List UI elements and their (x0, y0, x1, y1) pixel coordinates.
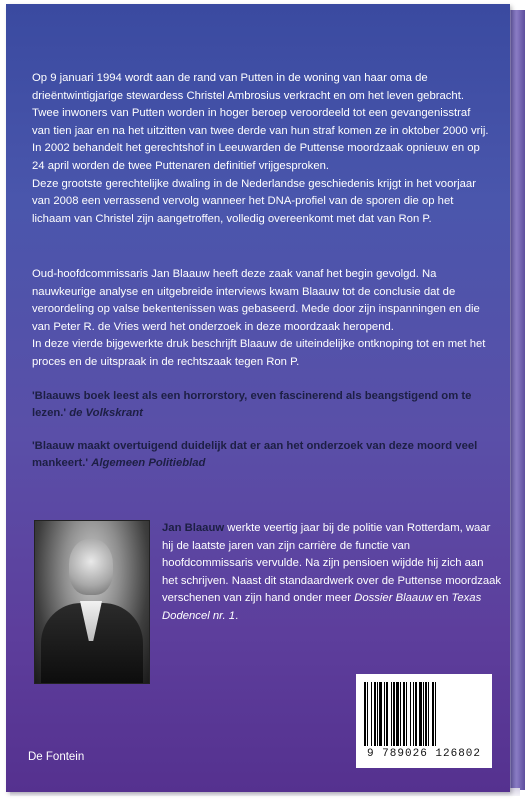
book-title: Texas Dodencel nr. 1 (162, 592, 482, 622)
blurb-paragraph: Oud-hoofdcommissaris Jan Blaauw heeft deze zaak vanaf het begin gevolgd. Na nauwkeurige analyse en uitgebreide interviews kwam Blaauw tot de conclusie dat de veroordeling op valse bekentenissen was gebaseerd. Mede door zijn inspanningen en die van Peter R. de Vries werd het onderzoek in deze moordzaak heropend. (32, 268, 480, 333)
blurb-paragraph: In deze vierde bijgewerkte druk beschrijft Blaauw de uiteindelijke ontknoping tot en met het proces en de uitspraak in de rechtszaak tegen Ron P. (32, 338, 486, 368)
author-photo (34, 520, 150, 684)
publisher-name: De Fontein (28, 751, 85, 763)
author-name: Jan Blaauw (162, 522, 225, 534)
isbn-number: 9 789026 126802 (366, 748, 482, 760)
blurb-part-1 (32, 70, 490, 228)
quote-text: 'Blaauws boek leest als een horrorstory, even fascinerend als beangstigend om te lezen.' (32, 390, 472, 419)
review-quote-1 (32, 388, 500, 422)
blurb-paragraph: Op 9 januari 1994 wordt aan de rand van Putten in de woning van haar oma de drieëntwintigjarige stewardess Christel Ambrosius verkracht en om het leven gebracht. (32, 72, 464, 102)
quote-source: Algemeen Politieblad (91, 457, 206, 469)
quote-source: de Volkskrant (69, 407, 143, 419)
blurb-paragraph: Twee inwoners van Putten worden in hoger beroep veroordeeld tot een gevangenisstraf van tien jaar en na het uitzitten van twee derde van hun straf komen ze in oktober 2000 vrij. (32, 107, 489, 137)
blurb-paragraph: Deze grootste gerechtelijke dwaling in de Nederlandse geschiedenis krijgt in het voorjaar van 2008 een verrassend vervolg wanneer het DNA-profiel van de sporen die op het lichaam van Christel zijn aangetroffen, volledig overeenkomt met dat van Ron P. (32, 177, 476, 225)
blurb-part-2 (32, 266, 490, 372)
barcode-bars (364, 682, 484, 746)
book-spine (510, 10, 525, 790)
review-quote-2 (32, 438, 500, 472)
isbn-barcode (356, 674, 492, 768)
book-title: Dossier Blaauw (354, 592, 433, 605)
quote-text: 'Blaauw maakt overtuigend duidelijk dat er aan het onderzoek van deze moord veel mankeert.' (32, 440, 478, 469)
blurb-paragraph: In 2002 behandelt het gerechtshof in Leeuwarden de Puttense moordzaak opnieuw en op 24 april worden de twee Puttenaren definitief vrijgesproken. (32, 142, 480, 172)
author-bio: Jan Blaauw werkte veertig jaar bij de politie van Rotterdam, waar hij de laatste jaren van zijn carrière de functie van hoofdcommissaris vervulde. Na zijn pensioen wijdde hij zich aan het schrijven. Naast dit standaardwerk over de Puttense moordzaak verschenen van zijn hand onder meer Dossier Blaauw en Texas Dodencel nr. 1. (162, 522, 502, 622)
